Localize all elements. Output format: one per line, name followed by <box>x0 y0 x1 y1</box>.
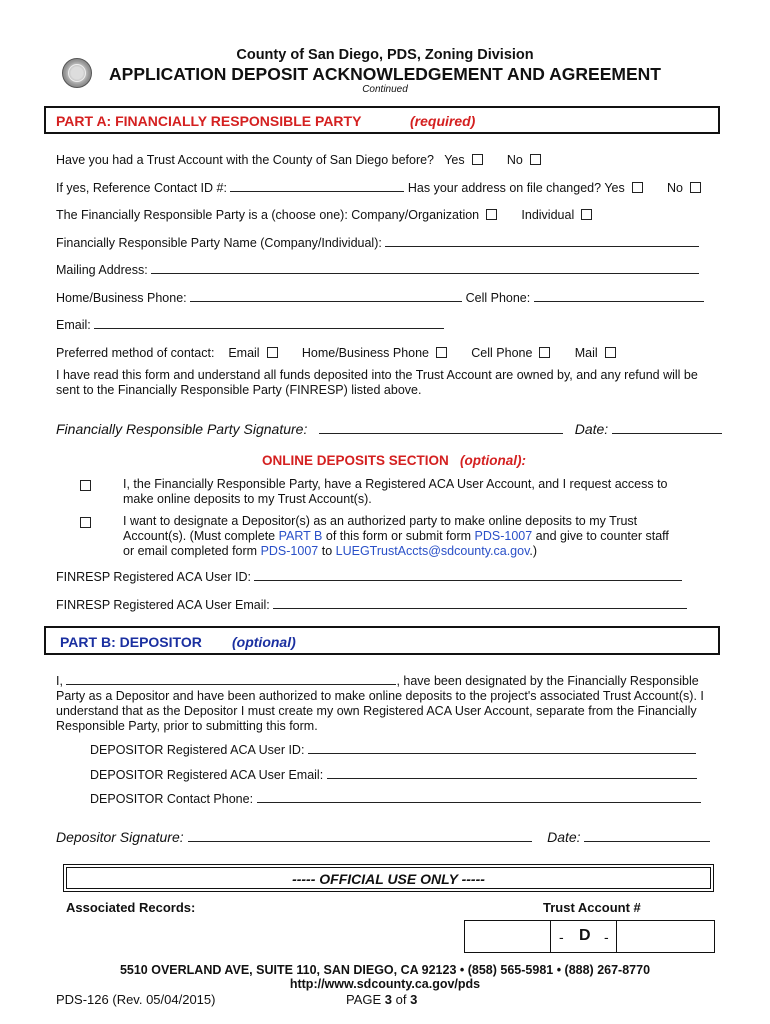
online-option-2-text: I want to designate a Depositor(s) as an authorized party to make online deposits to my Trust Account(s). (Must complete PART B of this form or submit form PDS-1007 and give to counter staff or email completed form PDS-1007 to LUEGTrustAccts@sdcounty.ca.gov.) <box>123 514 669 558</box>
phone-row: Home/Business Phone: Cell Phone: <box>56 291 704 305</box>
pds-1007-link[interactable]: PDS-1007 <box>474 529 533 543</box>
depositor-user-id-row: DEPOSITOR Registered ACA User ID: <box>90 743 696 757</box>
mailing-row: Mailing Address: <box>56 263 699 277</box>
reference-row: If yes, Reference Contact ID #: Has your address on file changed? Yes No <box>56 181 701 195</box>
depositor-name-field[interactable] <box>66 674 396 685</box>
form-number: PDS-126 (Rev. 05/04/2015) <box>56 992 216 1007</box>
acknowledgement-line-2: sent to the Financially Responsible Party (FINRESP) listed above. <box>56 383 422 397</box>
official-use-heading: ----- OFFICIAL USE ONLY ----- <box>292 871 485 887</box>
official-use-box <box>63 864 714 892</box>
acknowledgement-line-1: I have read this form and understand all funds deposited into the Trust Account are owned by, and any refund will be <box>56 368 698 382</box>
online-option-1-checkbox[interactable] <box>80 480 91 491</box>
part-a-header-box <box>44 106 720 134</box>
depositor-phone-row: DEPOSITOR Contact Phone: <box>90 792 701 806</box>
company-organization-checkbox[interactable] <box>486 209 497 220</box>
home-business-phone-field[interactable] <box>190 291 462 302</box>
contact-email-checkbox[interactable] <box>267 347 278 358</box>
website-url: http://www.sdcounty.ca.gov/pds <box>289 977 481 991</box>
part-b-heading: PART B: DEPOSITOR <box>60 634 202 650</box>
depositor-text-line-2: Party as a Depositor and have been authorized to make online deposits to the project's associated Trust Account(s). I <box>56 689 704 703</box>
page-number: PAGE 3 of 3 <box>346 992 418 1007</box>
trust-account-table <box>464 920 715 953</box>
part-a-required: (required) <box>410 113 476 129</box>
contact-mail-checkbox[interactable] <box>605 347 616 358</box>
individual-checkbox[interactable] <box>581 209 592 220</box>
address-changed-yes-checkbox[interactable] <box>632 182 643 193</box>
finresp-user-email-row: FINRESP Registered ACA User Email: <box>56 598 687 612</box>
trust-accounts-email-link[interactable]: LUEGTrustAccts@sdcounty.ca.gov <box>335 544 530 558</box>
party-name-row: Financially Responsible Party Name (Company/Individual): <box>56 236 699 250</box>
finresp-user-id-field[interactable] <box>254 570 682 581</box>
finresp-user-email-field[interactable] <box>273 598 687 609</box>
continued-label: Continued <box>362 84 408 95</box>
depositor-text-line-3: understand that as the Depositor I must create my own Registered ACA User Account, separate from the Financially <box>56 704 697 718</box>
depositor-signature-field[interactable] <box>188 829 532 842</box>
trust-account-d: D <box>579 927 591 944</box>
associated-records-label: Associated Records: <box>66 900 196 915</box>
depositor-text-line-4: Responsible Party, prior to submitting this form. <box>56 719 318 733</box>
part-b-header-box <box>44 626 720 655</box>
trust-account-label: Trust Account # <box>543 900 641 915</box>
pds-1007-link-2[interactable]: PDS-1007 <box>260 544 319 558</box>
trust-account-number-field[interactable] <box>551 922 616 951</box>
office-address: 5510 OVERLAND AVE, SUITE 110, SAN DIEGO, CA 92123 • (858) 565-5981 • (888) 267-8770 <box>119 963 651 977</box>
preferred-contact-row: Preferred method of contact: Email Home/Business Phone Cell Phone Mail <box>56 346 616 360</box>
online-option-2-checkbox[interactable] <box>80 517 91 528</box>
email-field[interactable] <box>94 318 444 329</box>
trust-account-dash-2: - <box>604 929 609 945</box>
depositor-name-row: I, , have been designated by the Financially Responsible <box>56 674 699 688</box>
finresp-signature-field[interactable] <box>319 421 563 434</box>
trust-account-dash-1: - <box>559 929 564 945</box>
depositor-user-email-row: DEPOSITOR Registered ACA User Email: <box>90 768 697 782</box>
part-b-optional: (optional) <box>232 634 296 650</box>
trust-yes-checkbox[interactable] <box>472 154 483 165</box>
party-type-row: The Financially Responsible Party is a (choose one): Company/Organization Individual <box>56 208 592 222</box>
contact-cell-phone-checkbox[interactable] <box>539 347 550 358</box>
trust-no-checkbox[interactable] <box>530 154 541 165</box>
reference-contact-id-field[interactable] <box>230 181 404 192</box>
county-division: County of San Diego, PDS, Zoning Division <box>236 47 534 63</box>
depositor-user-email-field[interactable] <box>327 768 697 779</box>
contact-home-phone-checkbox[interactable] <box>436 347 447 358</box>
online-option-1-text: I, the Financially Responsible Party, have a Registered ACA User Account, and I request access to make online deposits to my Trust Account(s). <box>123 477 668 506</box>
trust-question-row: Have you had a Trust Account with the County of San Diego before? Yes No <box>56 153 541 167</box>
email-row: Email: <box>56 318 444 332</box>
part-a-heading: PART A: FINANCIALLY RESPONSIBLE PARTY <box>56 113 362 129</box>
form-title: APPLICATION DEPOSIT ACKNOWLEDGEMENT AND AGREEMENT <box>109 64 661 84</box>
party-name-field[interactable] <box>385 236 699 247</box>
online-deposits-heading: ONLINE DEPOSITS SECTION (optional): <box>262 453 527 468</box>
depositor-user-id-field[interactable] <box>308 743 696 754</box>
cell-phone-field[interactable] <box>534 291 704 302</box>
address-changed-no-checkbox[interactable] <box>690 182 701 193</box>
mailing-address-field[interactable] <box>151 263 699 274</box>
finresp-date-field[interactable] <box>612 421 722 434</box>
part-b-link[interactable]: PART B <box>278 529 323 543</box>
depositor-phone-field[interactable] <box>257 792 701 803</box>
finresp-user-id-row: FINRESP Registered ACA User ID: <box>56 570 682 584</box>
depositor-date-field[interactable] <box>584 829 710 842</box>
finresp-signature-row: Financially Responsible Party Signature: Date: <box>56 421 722 437</box>
depositor-signature-row: Depositor Signature: Date: <box>56 829 710 845</box>
